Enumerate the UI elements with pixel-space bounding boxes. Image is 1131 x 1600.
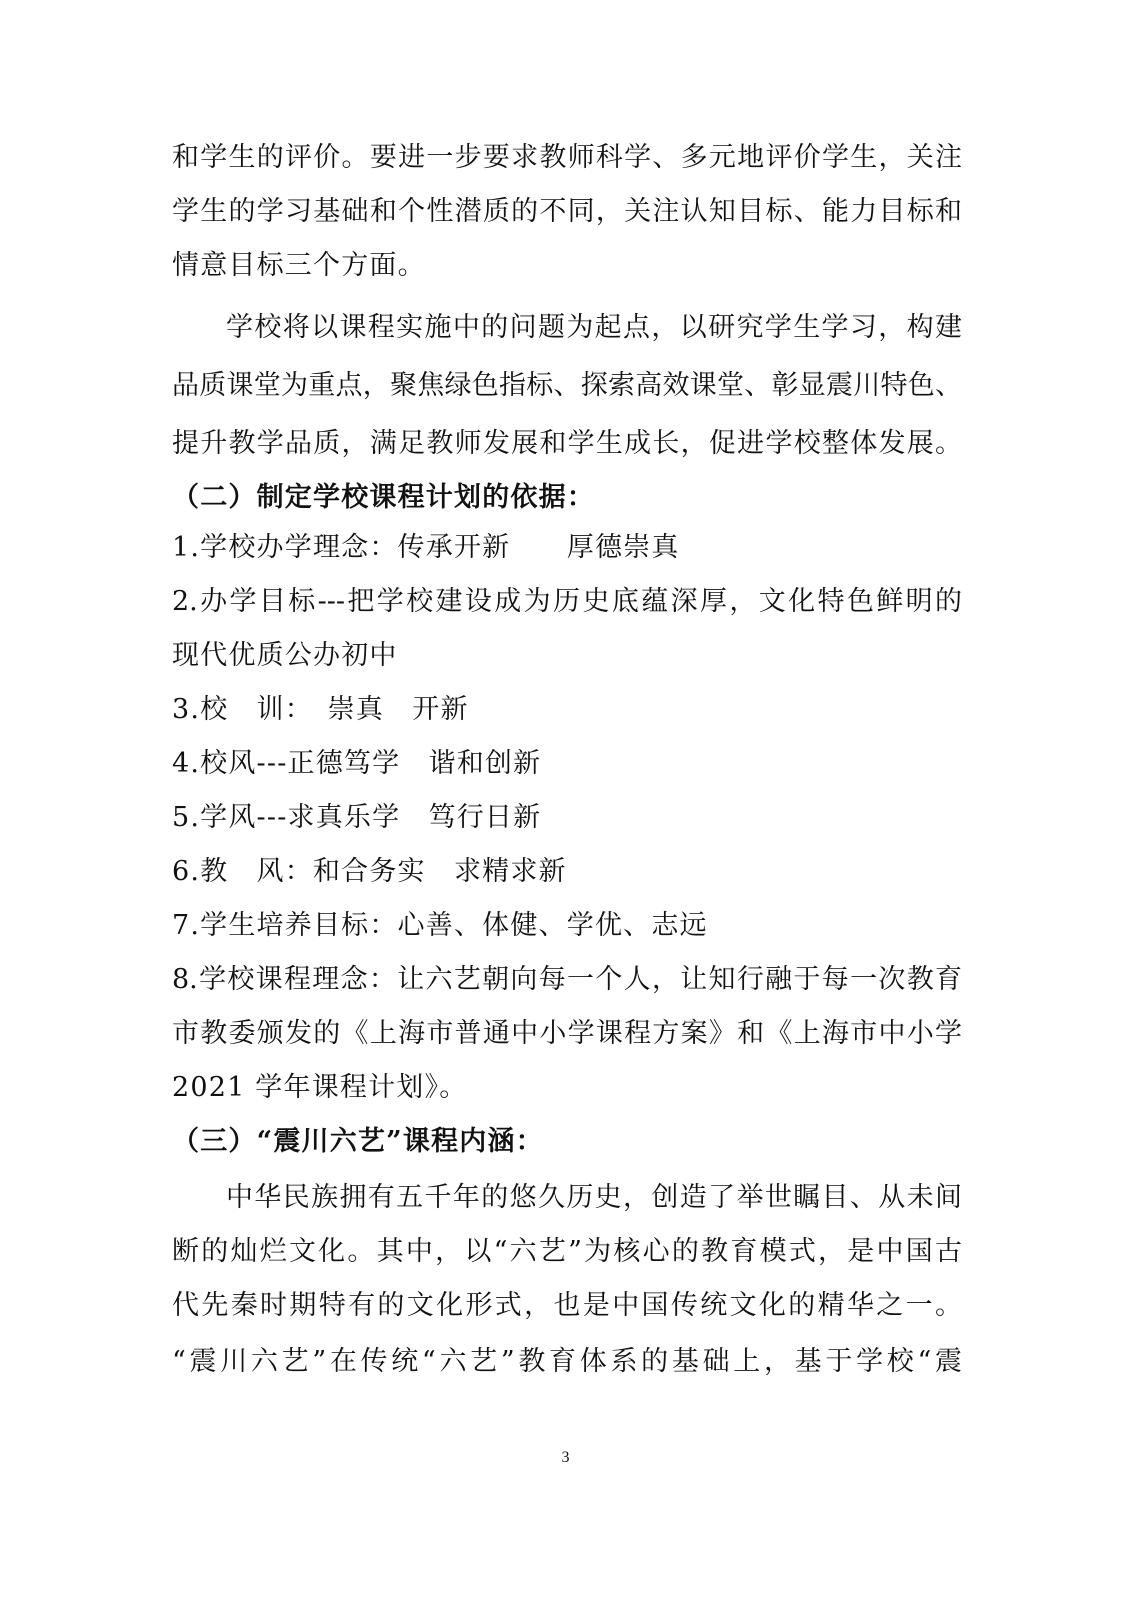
list-item: 4.校风---正德笃学 谐和创新: [172, 748, 542, 779]
paragraph-line: 学生的学习基础和个性潜质的不同，关注认知目标、能力目标和: [172, 196, 962, 227]
list-item: 6.教 风：和合务实 求精求新: [172, 856, 567, 887]
paragraph-line: 2021 学年课程计划》。: [172, 1072, 468, 1103]
list-item: 7.学生培养目标：心善、体健、学优、志远: [172, 910, 708, 941]
paragraph-line: 提升教学品质，满足教师发展和学生成长，促进学校整体发展。: [172, 428, 962, 459]
paragraph-line: 和学生的评价。要进一步要求教师科学、多元地评价学生，关注: [172, 142, 962, 173]
page-number: 3: [561, 1449, 570, 1466]
list-item: 2.办学目标---把学校建设成为历史底蕴深厚，文化特色鲜明的: [172, 586, 962, 617]
paragraph-line: 情意目标三个方面。: [172, 250, 426, 281]
paragraph-line: 代先秦时期特有的文化形式，也是中国传统文化的精华之一。: [172, 1290, 962, 1321]
list-item-continuation: 现代优质公办初中: [172, 640, 398, 671]
list-item: 1.学校办学理念：传承开新 厚德崇真: [172, 532, 680, 563]
list-item: 8.学校课程理念：让六艺朝向每一个人，让知行融于每一次教育: [172, 964, 962, 995]
section-heading: （三）“震川六艺”课程内涵：: [172, 1126, 544, 1157]
list-item: 3.校 训： 崇真 开新: [172, 694, 469, 725]
paragraph-line: 学校将以课程实施中的问题为起点，以研究学生学习，构建: [226, 312, 962, 343]
list-item: 5.学风---求真乐学 笃行日新: [172, 802, 542, 833]
paragraph-line: 市教委颁发的《上海市普通中小学课程方案》和《上海市中小学: [172, 1018, 962, 1049]
paragraph-line: “震川六艺”在传统“六艺”教育体系的基础上，基于学校“震: [172, 1346, 962, 1377]
paragraph-line: 中华民族拥有五千年的悠久历史，创造了举世瞩目、从未间: [226, 1182, 962, 1213]
paragraph-line: 品质课堂为重点，聚焦绿色指标、探索高效课堂、彰显震川特色、: [172, 370, 962, 401]
section-heading: （二）制定学校课程计划的依据：: [172, 482, 595, 513]
paragraph-line: 断的灿烂文化。其中，以“六艺”为核心的教育模式，是中国古: [172, 1236, 962, 1267]
